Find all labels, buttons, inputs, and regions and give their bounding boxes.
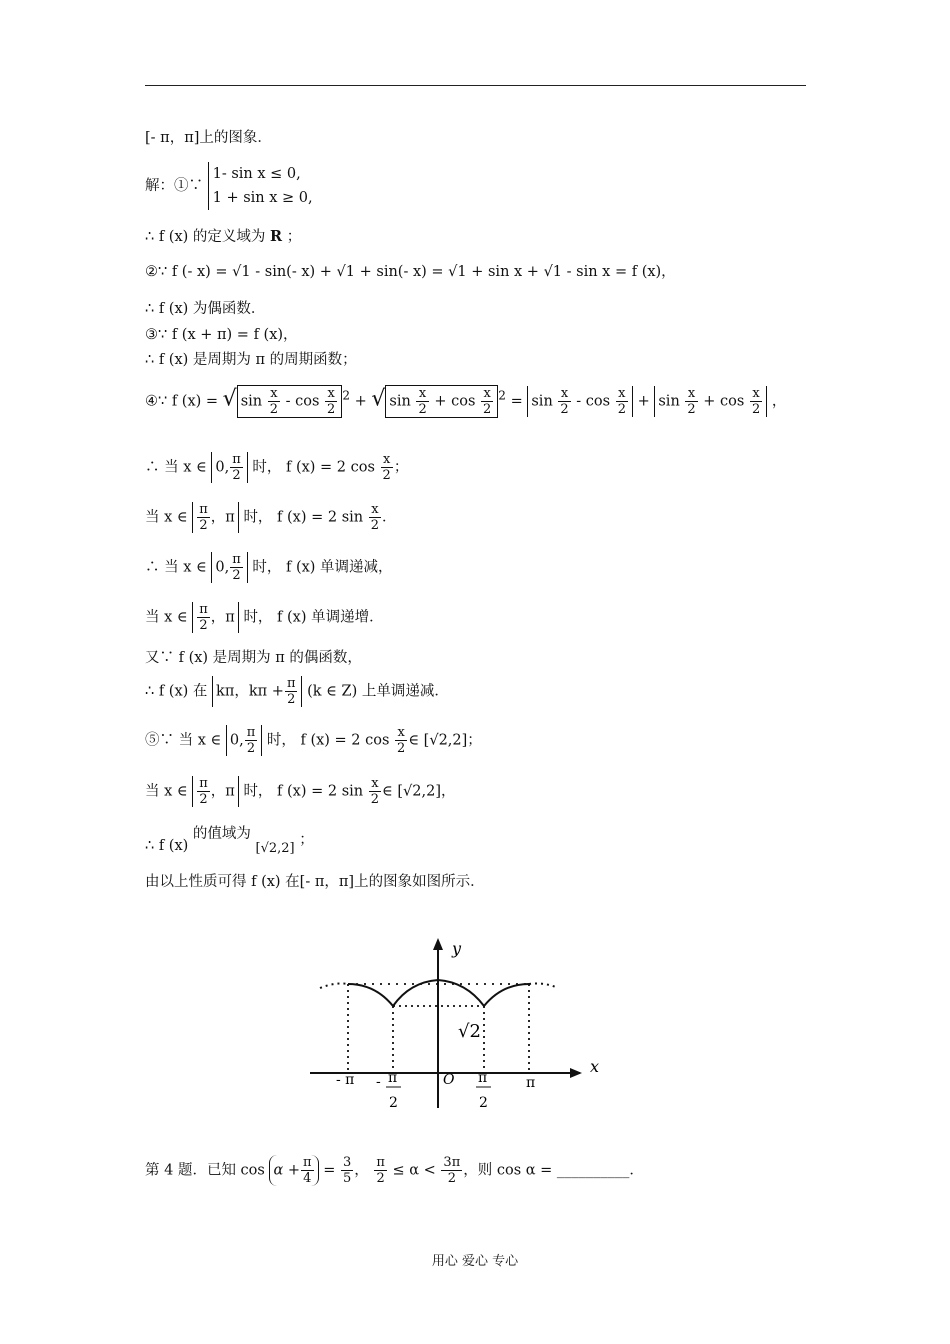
den: 2 xyxy=(327,402,336,417)
fraction xyxy=(230,552,243,583)
formula-line: ④∵ f (x) = √ sin $\frac{x}{2}$ - cos $\frac{x}{2}$ $^2$ + √ sin $\frac{x}{2}$ + cos $\frac{x}{2}$ $^2$ = sin $\frac{x}{2}$ - cos $\frac{x}{2}$ + sin $\frac{x}{2}$ + cos $\frac{x}{2}$ ， xyxy=(145,386,787,417)
den: 2 xyxy=(287,692,296,707)
num: π xyxy=(376,1155,385,1170)
text-line: 又∵ f (x) 是周期为 π 的偶函数， xyxy=(145,650,362,666)
den: 2 xyxy=(199,618,208,633)
formula-line xyxy=(145,725,482,756)
text: ； xyxy=(393,459,409,476)
text-line: ②∵ f (- x) = √1 - sin(- x) + √1 + sin(- x) = √1 + sin x + √1 - sin x = f (x)， xyxy=(145,264,676,280)
text: 0, xyxy=(229,732,244,749)
text: [√2,2] xyxy=(255,841,295,856)
text: ，π xyxy=(210,783,235,800)
den: 2 xyxy=(199,792,208,807)
interval xyxy=(211,552,247,583)
text-line: 由以上性质可得 f (x) 在[- π，π]上的图象如图所示． xyxy=(145,874,485,890)
inequality-2: 1 + sin x ≥ 0, xyxy=(212,190,313,206)
y-axis-arrow xyxy=(433,938,443,950)
fraction xyxy=(369,502,381,533)
formula-line xyxy=(145,776,456,807)
fraction xyxy=(325,386,337,417)
fraction xyxy=(481,386,493,417)
num: π xyxy=(199,602,208,617)
formula-line xyxy=(145,826,314,856)
formula-line xyxy=(145,552,393,583)
y-label: y xyxy=(452,939,462,958)
num: x xyxy=(750,386,762,402)
den: 2 xyxy=(397,741,406,756)
den: 2 xyxy=(370,792,380,807)
pi-label: π xyxy=(526,1075,536,1091)
neg-half-num: π xyxy=(388,1070,398,1086)
text: ，则 cos α = __________． xyxy=(463,1162,644,1179)
text: ． xyxy=(382,509,397,526)
text: ④∵ f (x) = xyxy=(145,393,219,410)
den: 2 xyxy=(447,1171,456,1186)
den: 4 xyxy=(303,1171,312,1186)
fraction xyxy=(416,386,428,417)
den: 2 xyxy=(199,518,208,533)
num: π xyxy=(232,452,241,467)
fraction xyxy=(616,386,628,417)
text-line: [- π，π]上的图象． xyxy=(145,130,272,146)
text: cos xyxy=(451,393,476,410)
fraction xyxy=(685,386,697,417)
fraction xyxy=(197,776,210,807)
num: π xyxy=(199,502,208,517)
text: 当 x ∈ xyxy=(145,783,188,800)
half-num: π xyxy=(478,1070,488,1086)
num: x xyxy=(685,386,697,402)
function-graph xyxy=(300,930,620,1120)
den: 5 xyxy=(342,1171,352,1186)
curve-dotted-right xyxy=(529,984,558,989)
fraction xyxy=(285,676,298,707)
num: π xyxy=(246,725,256,740)
text: 时， f (x) 单调递增． xyxy=(243,609,384,626)
text: cos xyxy=(295,393,320,410)
num: x xyxy=(369,776,381,792)
text: ∈ [√2,2]， xyxy=(382,783,456,800)
neg-pi-label: - π xyxy=(336,1072,355,1088)
header-rule xyxy=(145,85,806,86)
den: 2 xyxy=(418,402,427,417)
den: 2 xyxy=(376,1171,385,1186)
text: R xyxy=(270,228,283,245)
text: 时， f (x) = 2 cos xyxy=(252,459,375,476)
half-den: 2 xyxy=(479,1095,488,1111)
x-axis-arrow xyxy=(570,1068,582,1078)
text: 当 x ∈ xyxy=(145,609,188,626)
text: sin xyxy=(658,393,680,410)
sqrt2-label: √2 xyxy=(458,1021,481,1042)
text: ⑤∵ 当 x ∈ xyxy=(145,732,222,749)
text: cos xyxy=(720,393,745,410)
inequality-system xyxy=(208,162,313,210)
text: cos xyxy=(585,393,611,410)
text: 解：①∵ xyxy=(145,178,203,194)
interval xyxy=(192,502,239,533)
curve-dotted-left xyxy=(320,984,348,989)
formula-line xyxy=(145,502,397,533)
fraction xyxy=(374,1155,387,1186)
abs: sin $\frac{x}{2}$ + cos $\frac{x}{2}$ xyxy=(654,386,767,417)
text: ∴ 当 x ∈ xyxy=(145,459,207,476)
formula-line xyxy=(145,452,408,483)
text: sin xyxy=(531,393,553,410)
x-label: x xyxy=(590,1057,600,1076)
den: 2 xyxy=(382,468,391,483)
inequality-1: 1- sin x ≤ 0, xyxy=(212,166,301,182)
num: x xyxy=(395,725,407,741)
text: ∴ 当 x ∈ xyxy=(145,559,207,576)
text: ， xyxy=(354,1162,369,1179)
den: 2 xyxy=(687,402,696,417)
text: 时， f (x) = 2 sin xyxy=(243,783,364,800)
text: kπ，kπ + xyxy=(216,683,284,700)
interval xyxy=(192,602,239,633)
num: x xyxy=(325,386,337,402)
den: 2 xyxy=(617,402,626,417)
text: 时， f (x) = 2 cos xyxy=(266,732,390,749)
fraction xyxy=(301,1155,314,1186)
interval xyxy=(211,452,247,483)
text: ； xyxy=(286,229,302,245)
num: 3 xyxy=(342,1155,352,1170)
num: x xyxy=(558,386,570,402)
fraction xyxy=(750,386,762,417)
text: ； xyxy=(299,832,314,848)
fraction xyxy=(369,776,381,807)
text: ， xyxy=(771,393,787,410)
num: 3π xyxy=(443,1155,461,1170)
den: 2 xyxy=(269,402,279,417)
bracket: sin $\frac{x}{2}$ + cos $\frac{x}{2}$ xyxy=(385,385,498,418)
fraction xyxy=(341,1155,353,1186)
num: x xyxy=(369,502,381,518)
text: sin xyxy=(389,393,411,410)
den: 2 xyxy=(751,402,761,417)
abs: sin $\frac{x}{2}$ - cos $\frac{x}{2}$ xyxy=(527,386,633,417)
bracket: sin $\frac{x}{2}$ - cos $\frac{x}{2}$ xyxy=(237,385,343,418)
fraction xyxy=(197,502,210,533)
den: 2 xyxy=(246,741,256,756)
fraction xyxy=(268,386,280,417)
text: 时， f (x) 单调递减， xyxy=(252,559,393,576)
footer: 用心 爱心 专心 xyxy=(431,1254,519,1269)
num: π xyxy=(199,776,208,791)
num: x xyxy=(481,386,493,402)
text: 第 4 题．已知 cos xyxy=(145,1162,265,1179)
formula-line xyxy=(145,602,384,633)
text: 时， f (x) = 2 sin xyxy=(243,509,364,526)
num: π xyxy=(303,1155,312,1170)
fraction xyxy=(245,725,258,756)
text-line: ∴ f (x) 为偶函数． xyxy=(145,301,266,317)
text: ∴ f (x) xyxy=(145,838,189,854)
text-line xyxy=(145,227,301,247)
fraction xyxy=(395,725,407,756)
interval xyxy=(212,676,302,707)
text-line: ∴ f (x) 是周期为 π 的周期函数； xyxy=(145,352,357,368)
text: ∈ [√2,2]； xyxy=(408,732,482,749)
question-4 xyxy=(145,1155,644,1186)
den: 2 xyxy=(560,402,569,417)
num: x xyxy=(381,452,393,468)
text: 0, xyxy=(215,559,230,576)
text: ≤ α < xyxy=(392,1162,436,1179)
text: sin xyxy=(240,393,263,410)
fraction xyxy=(197,602,210,633)
den: 2 xyxy=(370,518,380,533)
text: 的值域为 xyxy=(192,826,251,842)
num: x xyxy=(268,386,280,402)
text: 当 x ∈ xyxy=(145,509,188,526)
den: 2 xyxy=(232,568,241,583)
formula-line xyxy=(145,676,449,707)
fraction xyxy=(381,452,393,483)
fraction xyxy=(230,452,243,483)
fraction xyxy=(558,386,570,417)
num: x xyxy=(616,386,628,402)
neg-half-den: 2 xyxy=(389,1095,398,1111)
num: π xyxy=(286,676,296,691)
num: x xyxy=(416,386,428,402)
den: 2 xyxy=(232,468,241,483)
text: ∴ f (x) 在 xyxy=(145,683,208,700)
text: ，π xyxy=(210,509,235,526)
fraction xyxy=(441,1155,462,1186)
text: ，π xyxy=(210,609,235,626)
paren xyxy=(269,1155,318,1186)
interval xyxy=(226,725,262,756)
solution-system xyxy=(145,162,313,210)
neg-half-sign: - xyxy=(376,1074,381,1090)
text-line: ③∵ f (x + π) = f (x)， xyxy=(145,327,298,343)
den: 2 xyxy=(483,402,492,417)
text: (k ∈ Z) 上单调递减． xyxy=(307,683,449,700)
text: 0, xyxy=(215,459,230,476)
origin-label: O xyxy=(443,1072,455,1088)
text: α + xyxy=(273,1162,301,1179)
num: π xyxy=(232,552,241,567)
text: = xyxy=(323,1162,340,1179)
text: ∴ f (x) 的定义域为 xyxy=(145,229,266,245)
interval xyxy=(192,776,239,807)
